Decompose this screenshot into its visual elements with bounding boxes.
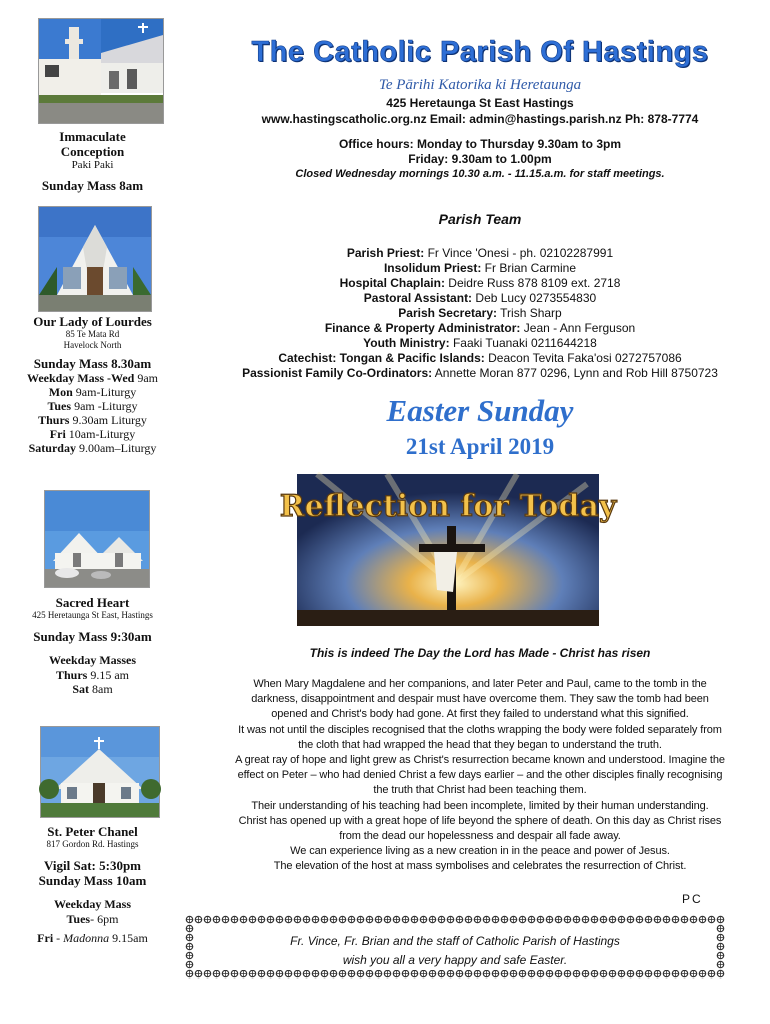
- easter-wishes-box: [185, 915, 725, 979]
- easter-wishes-text: [185, 932, 725, 970]
- schedule-time: 8am: [89, 682, 113, 696]
- reflection-line: from the dead our hopelessness and despair all fade away.: [339, 830, 621, 843]
- schedule-line: [0, 385, 185, 399]
- team-role: Parish Secretary:: [398, 306, 498, 320]
- weekday-mass: [0, 371, 185, 385]
- schedule-day: Thurs: [55, 668, 88, 682]
- reflection-line: When Mary Magdalene and her companions, and later Peter and Paul, came to the tomb in the: [253, 678, 707, 690]
- schedule-line: [0, 912, 185, 926]
- church-address: 425 Heretaunga St East, Hastings: [32, 610, 153, 620]
- reflection-line: effect on Peter – who had denied Christ a few days earlier – and the other disciples finally recognising: [237, 769, 723, 782]
- schedule-day: Tues: [47, 399, 72, 413]
- mass-time: Sunday Mass 9:30am: [33, 629, 152, 644]
- parish-address: 425 Heretaunga St East Hastings: [386, 96, 574, 110]
- church-place: Paki Paki: [71, 159, 114, 171]
- reflection-image-caption: Reflection for Today: [279, 489, 617, 524]
- church-address: Havelock North: [63, 340, 122, 350]
- schedule-time: 9am-Liturgy: [72, 385, 137, 399]
- wishes-line: wish you all a very happy and safe Easter.: [342, 953, 568, 967]
- team-name: Fr Vince 'Onesi - ph. 02102287991: [427, 246, 614, 260]
- schedule-day: Sat: [72, 682, 89, 696]
- weekday-time: 9am: [134, 371, 158, 385]
- church-name: St. Peter Chanel: [47, 824, 138, 839]
- reflection-text: [190, 677, 770, 875]
- team-name: Fr Brian Carmine: [484, 261, 577, 275]
- church-name: Immaculate: [59, 129, 126, 144]
- schedule-day: Mon: [48, 385, 73, 399]
- reflection-line: It was not until the disciples recognised that the cloths wrapping the body were folded separately from: [238, 723, 722, 736]
- page-title: The Catholic Parish Of Hastings: [251, 36, 709, 68]
- team-member: [190, 366, 770, 381]
- main-content: [190, 0, 770, 1024]
- reflection-line: Christ has opened up with a great hope of life beyond the sphere of death. On this day as Christ rises: [238, 814, 722, 827]
- schedule-day: Thurs: [38, 413, 70, 427]
- reflection-heading: This is indeed The Day the Lord has Made - Christ has risen: [309, 646, 651, 660]
- schedule-line: [0, 441, 185, 455]
- schedule-separator: -: [53, 931, 64, 945]
- feast-title: Easter Sunday: [386, 393, 574, 428]
- reflection-line: The elevation of the host at mass symbolises and celebrates the resurrection of Christ.: [273, 860, 687, 873]
- sidebar-churches: [0, 0, 185, 1024]
- schedule-line: [0, 682, 185, 696]
- st-peter-chanel-photo: [40, 726, 160, 818]
- church-name: Our Lady of Lourdes: [33, 314, 152, 329]
- maori-subtitle: Te Pārihi Katorika ki Heretaunga: [378, 77, 582, 93]
- team-member: [190, 291, 770, 306]
- sacred-heart-photo: [44, 490, 150, 588]
- reflection-line: the cloth that had wrapped the head that they began to understand the truth.: [298, 738, 662, 751]
- schedule-day: Fri: [37, 931, 54, 945]
- church-name: Sacred Heart: [55, 595, 130, 610]
- sacred-heart-info: [0, 595, 185, 696]
- team-name: Deacon Tevita Faka'osi 0272757086: [488, 351, 682, 365]
- team-name: Deb Lucy 0273554830: [475, 291, 597, 305]
- schedule-time: 9.15am: [109, 931, 148, 945]
- feast-date: 21st April 2019: [405, 434, 555, 459]
- team-name: Trish Sharp: [500, 306, 562, 320]
- team-name: Jean - Ann Ferguson: [523, 321, 636, 335]
- schedule-day: Saturday: [28, 441, 76, 455]
- team-member: [190, 351, 770, 366]
- team-role: Finance & Property Administrator:: [324, 321, 521, 335]
- schedule-place: Madonna: [63, 931, 110, 945]
- schedule-line: [0, 427, 185, 441]
- mass-time: Sunday Mass 8.30am: [33, 356, 152, 371]
- closed-note: Closed Wednesday mornings 10.30 a.m. - 11.15.a.m. for staff meetings.: [295, 168, 665, 180]
- schedule-time: 9am -Liturgy: [71, 399, 138, 413]
- reflection-line: darkness, disappointment and despair must have overcome them. They saw the tomb had been: [251, 693, 709, 706]
- immaculate-conception-info: [0, 129, 185, 193]
- team-member: [190, 276, 770, 291]
- team-role: Hospital Chaplain:: [339, 276, 445, 290]
- parish-contact: www.hastingscatholic.org.nz Email: admin@hastings.parish.nz Ph: 878-7774: [261, 112, 699, 126]
- schedule-line: [0, 931, 185, 945]
- immaculate-conception-photo: [38, 18, 164, 124]
- our-lady-of-lourdes-photo: [38, 206, 152, 312]
- mass-time: Sunday Mass 10am: [38, 873, 147, 888]
- weekday-heading: Weekday Masses: [49, 653, 136, 667]
- team-member: [190, 246, 770, 261]
- team-role: Youth Ministry:: [363, 336, 450, 350]
- weekday-heading: Weekday Mass: [53, 897, 131, 911]
- schedule-time: 10am-Liturgy: [65, 427, 136, 441]
- reflection-line: opened and Christ's body had gone. At first they failed to understand what this signified.: [271, 708, 689, 721]
- schedule-time: 9.15 am: [87, 668, 130, 682]
- weekday-label: Weekday Mass -Wed: [26, 371, 135, 385]
- mass-time: Sunday Mass 8am: [41, 178, 144, 193]
- schedule-line: [0, 668, 185, 682]
- team-role: Passionist Family Co-Ordinators:: [242, 366, 433, 380]
- schedule-time: 9.00am–Liturgy: [75, 441, 157, 455]
- team-name: Deidre Russ 878 8109 ext. 2718: [448, 276, 621, 290]
- team-role: Catechist: Tongan & Pacific Islands:: [278, 351, 485, 365]
- church-address: 817 Gordon Rd. Hastings: [46, 839, 139, 849]
- reflection-line: A great ray of hope and light grew as Christ's resurrection became known and understood. Imagine the: [235, 754, 725, 767]
- schedule-line: [0, 399, 185, 413]
- schedule-day: Tues: [66, 912, 91, 926]
- team-member: [190, 306, 770, 321]
- wishes-line: Fr. Vince, Fr. Brian and the staff of Catholic Parish of Hastings: [290, 934, 620, 948]
- team-name: Annette Moran 877 0296, Lynn and Rob Hill 8750723: [434, 366, 718, 380]
- our-lady-of-lourdes-info: [0, 314, 185, 455]
- church-address: 85 Te Mata Rd: [65, 329, 120, 339]
- reflection-line: Their understanding of his teaching had been incomplete, limited by their human understanding.: [251, 799, 709, 812]
- signature: PC: [682, 892, 703, 906]
- schedule-time: - 6pm: [90, 912, 119, 926]
- office-hours: Office hours: Monday to Thursday 9.30am to 3pm: [338, 137, 622, 151]
- team-role: Pastoral Assistant:: [363, 291, 473, 305]
- vigil-time: Vigil Sat: 5:30pm: [43, 858, 142, 873]
- schedule-day: Fri: [49, 427, 66, 441]
- church-name: Conception: [60, 144, 125, 159]
- schedule-line: [0, 413, 185, 427]
- team-member: [190, 261, 770, 276]
- schedule-time: 9.30am Liturgy: [69, 413, 147, 427]
- team-member: [190, 321, 770, 336]
- parish-team-list: [190, 246, 770, 381]
- reflection-line: the truth that Christ had been teaching them.: [373, 784, 587, 797]
- team-member: [190, 336, 770, 351]
- team-name: Faaki Tuanaki 0211644218: [452, 336, 597, 350]
- team-role: Parish Priest:: [346, 246, 425, 260]
- team-role: Insolidum Priest:: [383, 261, 482, 275]
- reflection-for-today-image: [279, 474, 617, 626]
- st-peter-chanel-info: [0, 824, 185, 945]
- reflection-line: We can experience living as a new creation in in the peace and power of Jesus.: [290, 845, 670, 858]
- team-heading: Parish Team: [438, 211, 522, 227]
- office-hours-friday: Friday: 9.30am to 1.00pm: [408, 152, 552, 166]
